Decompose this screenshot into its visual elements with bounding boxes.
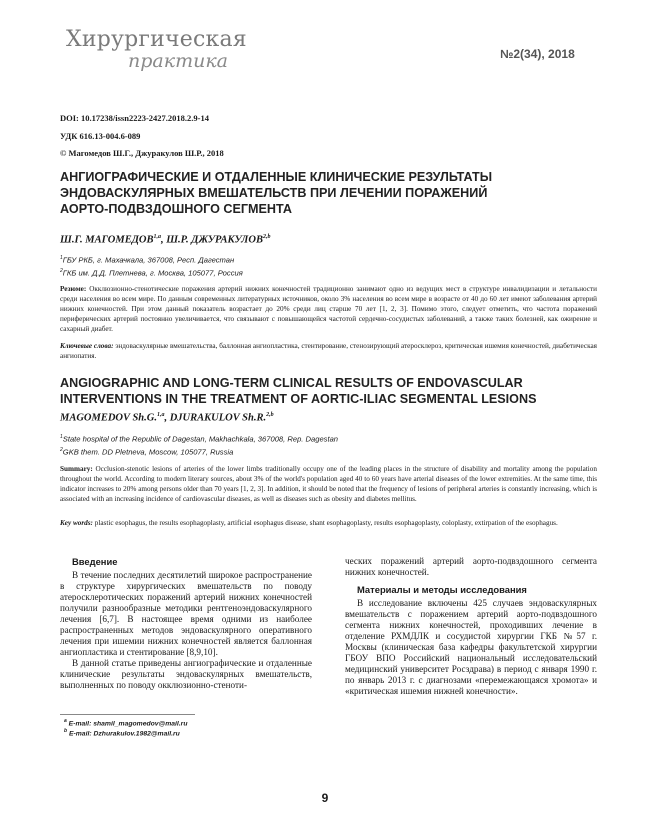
keywords-label: Key words: [60,519,93,527]
author-name: DJURAKULOV Sh.R. [169,412,267,424]
author-sup: 1,a [156,412,165,418]
journal-logo-title: Хирургическая [66,27,247,52]
affiliations-en [60,432,600,457]
footnote-text: E-mail: shamil_magomedov@mail.ru [68,720,188,728]
keywords-label: Ключевые слова: [60,342,114,350]
paragraph: В течение последних десятилетий широкое распространение в структуре хирургических вмешательств по поводу атеросклеротических поражений артерий нижних конечностей получили разнообразные методики рентгеноэндоваскулярного лечения [6,7]. В настоящее время одними из наиболее распространенных методов эндоваскулярного оперативного лечения при ишемии нижних конечностей является баллонная ангиопластика и стентирование [8,9,10]. [60,570,312,657]
author-name: MAGOMEDOV Sh.G. [60,412,157,424]
title-en-line: ANGIOGRAPHIC AND LONG-TERM CLINICAL RESULTS OF ENDOVASCULAR [60,376,523,390]
title-en [60,375,600,407]
title-ru-line: АНГИОГРАФИЧЕСКИЕ И ОТДАЛЕННЫЕ КЛИНИЧЕСКИЕ РЕЗУЛЬТАТЫ [60,170,493,184]
copyright: © Магомедов Ш.Г., Джуракулов Ш.Р., 2018 [60,148,224,158]
section-heading-methods: Материалы и методы исследования [357,584,527,595]
footnote-sup: b [64,728,68,734]
affiliation: State hospital of the Republic of Dagestan, Makhachkala, 367008, Rep. Dagestan [62,434,339,444]
keywords-ru [60,341,597,361]
authors-ru: Ш.Г. МАГОМЕДОВ$^{1,a}$, Ш.Р. ДЖУРАКУЛОВ$^{2,b}$ [60,234,271,246]
summary-label: Summary: [60,465,93,473]
udk: УДК 616.13-004.6-089 [60,131,141,141]
authors-en: MAGOMEDOV Sh.G.$^{1,a}$, DJURAKULOV Sh.R.$^{2,b}$ [60,412,274,424]
summary-en [60,464,597,504]
author-sup: 2,b [266,412,274,418]
body-column-left [60,556,312,691]
doi: DOI: 10.17238/issn2223-2427.2018.2.9-14 [60,113,209,123]
affil-sup: 2 [60,446,63,453]
paragraph: ческих поражений артерий аорто-подвздошного сегмента нижних конечностей. [345,556,597,577]
affil-sup: 1 [60,434,63,440]
affiliation: GKB them. DD Pletneva, Moscow, 105077, Russia [62,447,234,457]
affiliations-ru [60,253,600,278]
title-ru [60,169,600,217]
author-sup: 2,b [262,234,271,240]
footnote-sup: a [64,718,67,724]
keywords-text: эндоваскулярные вмешательства, баллонная ангиопластика, стентирование, стенозирующий атеросклероз, критическая ишемия конечностей, диабетическая ангиопатия. [60,342,597,360]
paragraph: В данной статье приведены ангиографические и отдаленные клинические результаты эндоваскулярных вмешательств, выполненных по поводу окклюзионно-стеноти- [60,658,312,690]
keywords-text: plastic esophagus, the results esophagoplasty, artificial esophagus disease, shant esophagoplasty, results esophagoplasty, coloplasty, extirpation of the esophagus. [92,519,558,527]
affil-sup: 2 [60,267,63,274]
footnote-email-b [64,727,180,738]
author-name: Ш.Р. ДЖУРАКУЛОВ [166,234,263,246]
author-sup: 1,a [153,234,161,240]
title-ru-line: АОРТО-ПОДВЗДОШНОГО СЕГМЕНТА [60,202,292,216]
paragraph: В исследование включены 425 случаев эндоваскулярных вмешательств с поражением артерий аорто-подвздошного сегмента нижних конечностей, проходивших лечение в отделение РХМДЛК и сосудистой хирургии ГКБ №57 г. Москвы (клиническая база кафедры факультетской хирургии ГБОУ ВПО Российский национальный исследовательский медицинский университет Росздрава) в период с января 1990 г. по январь 2013 г. с диагнозами «перемежающаяся хромота» и «критическая ишемия нижней конечности». [345,598,597,696]
issue-number: №2(34), 2018 [500,47,575,61]
footnote-divider [60,714,195,715]
footnote-text: E-mail: Dzhurakulov.1982@mail.ru [68,730,180,738]
affiliation: ГКБ им. Д.Д. Плетнева, г. Москва, 105077, Россия [62,268,243,278]
summary-ru [60,284,597,334]
summary-label: Резюме: [60,285,87,293]
title-en-line: INTERVENTIONS IN THE TREATMENT OF AORTIC-ILIAC SEGMENTAL LESIONS [60,392,537,406]
page-number: 9 [321,791,329,805]
summary-text: Occlusion-stenotic lesions of arteries of the lower limbs traditionally occupy one of the leading places in the structure of disability and mortality among the population throughout the world. According to modern literary sources, about 3% of the world's population aged 40 to 60 years have arterial diseases of the lower extremities. At the same time, this indicator increases to 20% among persons older than 70 years [1, 2, 3]. In addition, it should be noted that the frequency of lesions of peripheral arteries is constantly increasing, which is associated with an increasing incidence of cardiovascular diseases, as well as diseases such as obesity and diabetes mellitus. [60,465,597,503]
body-column-right [345,556,597,697]
affil-sup: 1 [60,255,63,261]
title-ru-line: ЭНДОВАСКУЛЯРНЫХ ВМЕШАТЕЛЬСТВ ПРИ ЛЕЧЕНИИ ПОРАЖЕНИЙ [60,186,488,200]
journal-logo-subtitle: практика [128,50,229,72]
affiliation: ГБУ РКБ, г. Махачкала, 367008, Респ. Дагестан [62,255,235,265]
section-heading-intro: Введение [72,556,118,567]
author-name: Ш.Г. МАГОМЕДОВ [60,234,154,246]
summary-text: Окклюзионно-стенотические поражения артерий нижних конечностей традиционно занимают одно из ведущих мест в структуре инвалидизации и летальности среди населения во всем мире. По данным современных литературных источников, около 3% населения во всем мире в возрасте от 40 до 60 лет имеют заболевания артерий нижних конечностей. При этом данный показатель возрастает до 20% среди лиц старше 70 лет [1, 2, 3]. Помимо этого, следует отметить, что частота поражений периферических артерий постоянно увеличивается, что связывают с повышающейся частотой сердечно-сосудистых заболеваний, а также таких болезней, как ожирение и сахарный диабет. [60,285,597,333]
keywords-en [60,518,597,528]
